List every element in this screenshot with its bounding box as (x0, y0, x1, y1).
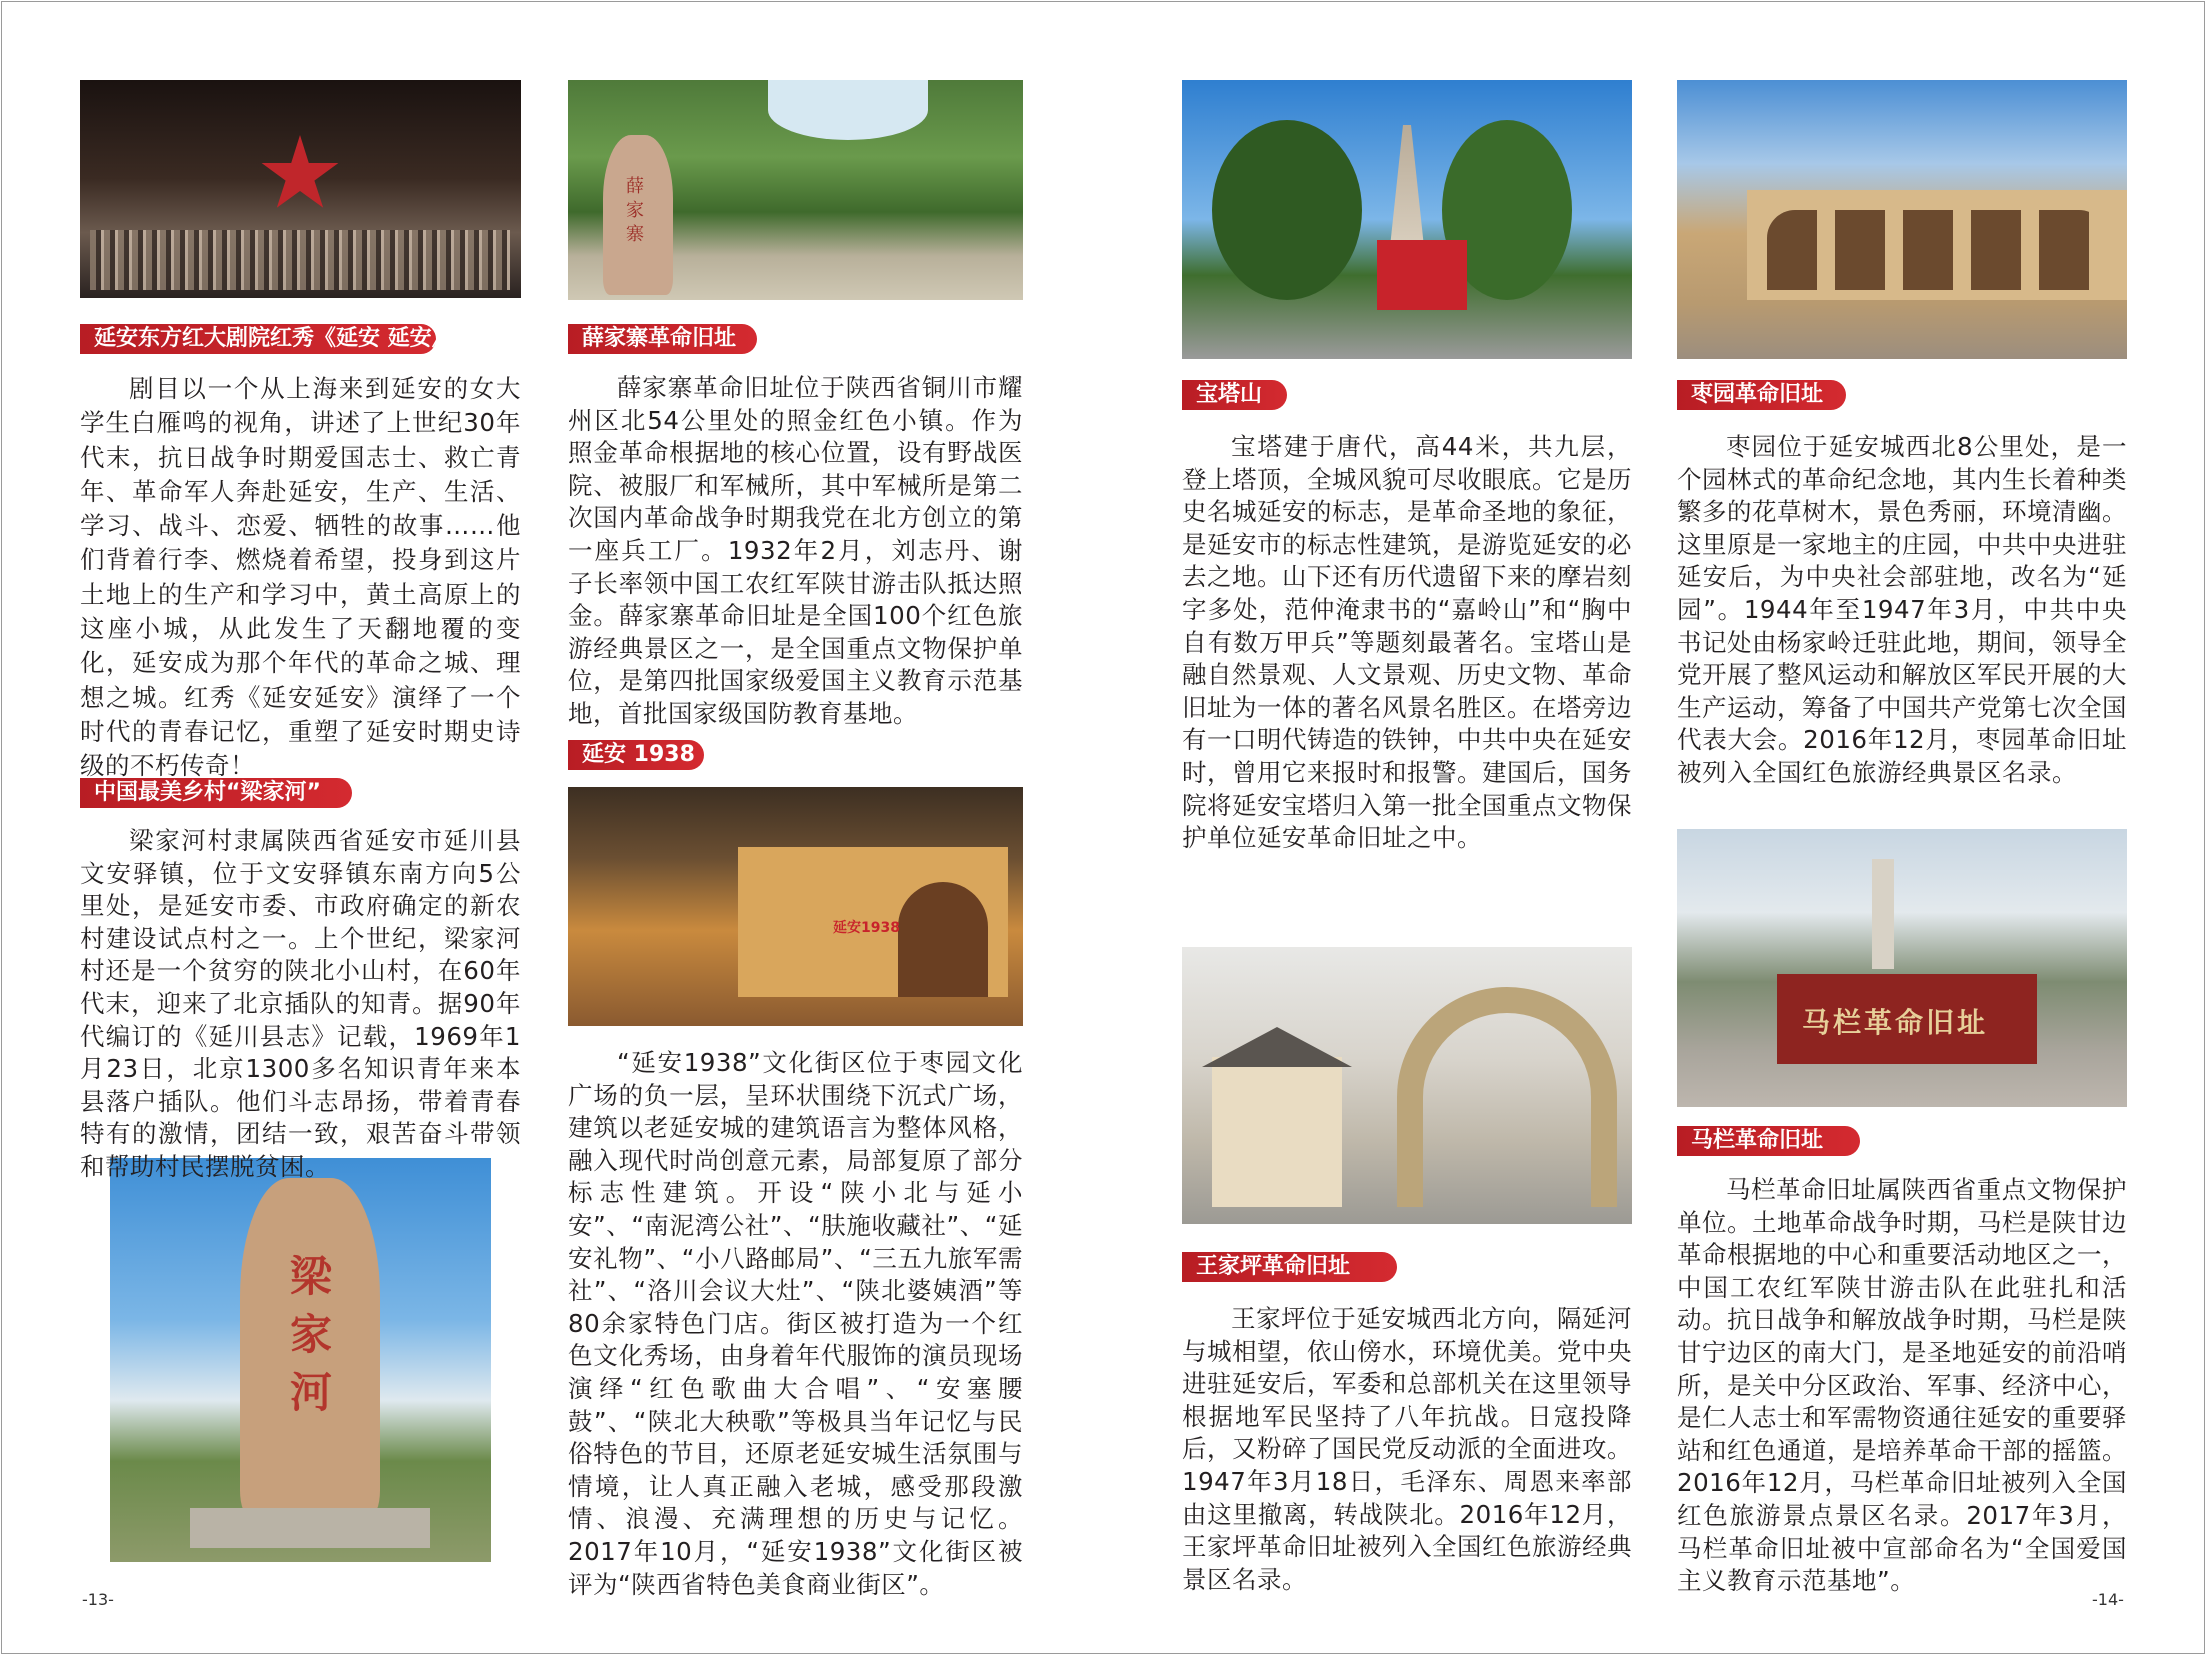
photo-malan (1677, 829, 2127, 1107)
section-body-zaoyuan: 枣园位于延安城西北8公里处，是一个园林式的革命纪念地，其内生长着种类繁多的花草树木，景色秀丽，环境清幽。这里原是一家地主的庄园，中共中央进驻延安后，为中央社会部驻地，改名为“延园”。1944年至1947年3月，中共中央书记处由杨家岭迁驻此地，期间，领导全党开展了整风运动和解放区军民开展的大生产运动，筹备了中国共产党第七次全国代表大会。2016年12月，枣园革命旧址被列入全国红色旅游经典景区名录。 (1677, 432, 2127, 787)
section-title-zaoyuan: 枣园革命旧址 (1677, 380, 1846, 410)
tablet-lettering: 马栏革命旧址 (1802, 1006, 1989, 1039)
monument-tower (1872, 859, 1894, 969)
section-title-xuejiazhai: 薛家寨革命旧址 (568, 324, 757, 354)
section-body-yanan1938: “延安1938”文化街区位于枣园文化广场的负一层，呈环状围绕下沉式广场，建筑以老延安城的建筑语言为整体风格，融入现代时尚创意元素，局部复原了部分标志性建筑。开设“陕小北与延小安”、“南泥湾公社”、“肤施收藏社”、“延安礼物”、“小八路邮局”、“三五九旅军需社”、“洛川会议大灶”、“陕北婆姨酒”等80余家特色门店。街区被打造为一个红色文化秀场，由身着年代服饰的演员现场演绎“红色歌曲大合唱”、“安塞腰鼓”、“陕北大秧歌”等极具当年记忆与民俗特色的节目，还原老延安城生活氛围与情境，让人真正融入老城，感受那段激情、浪漫、充满理想的历史与记忆。2017年10月，“延安1938”文化街区被评为“陕西省特色美食商业街区”。 (568, 1048, 1023, 1599)
red-star-icon (260, 135, 340, 215)
stone-arch (1397, 987, 1617, 1207)
section-body-xuejiazhai: 薛家寨革命旧址位于陕西省铜川市耀州区北54公里处的照金红色小镇。作为照金革命根据地的核心位置，设有野战医院、被服厂和军械所，其中军械所是第二次国内革命战争时期我党在北方创立的第一座兵工厂。1932年2月，刘志丹、谢子长率领中国工农红军陕甘游击队抵达照金。薛家寨革命旧址是全国100个红色旅游经典景区之一，是全国重点文物保护单位，是第四批国家级爱国主义教育示范基地，首批国家级国防教育基地。 (568, 373, 1023, 728)
photo-wangjiaping (1182, 947, 1632, 1224)
page-number-right: -14- (2092, 1590, 2124, 1609)
section-title-theatre: 延安东方红大剧院红秀《延安 延安》 (80, 324, 436, 354)
section-body-baota: 宝塔建于唐代，高44米，共九层，登上塔顶，全城风貌可尽收眼底。它是历史名城延安的标志，是革命圣地的象征，是延安市的标志性建筑，是游览延安的必去之地。山下还有历代遗留下来的摩岩刻字多处，范仲淹隶书的“嘉岭山”和“胸中自有数万甲兵”等题刻最著名。宝塔山是融自然景观、人文景观、历史文物、革命旧址为一体的著名风景名胜区。在塔旁边有一口明代铸造的铁钟，中共中央在延安时，曾用它来报时和报警。建国后，国务院将延安宝塔归入第一批全国重点文物保护单位延安革命旧址之中。 (1182, 432, 1632, 853)
section-body-wangjiaping: 王家坪位于延安城西北方向，隔延河与城相望，依山傍水，环境优美。党中央进驻延安后，军委和总部机关在这里领导根据地军民坚持了八年抗战。日寇投降后，又粉碎了国民党反动派的全面进攻。1947年3月18日，毛泽东、周恩来率部由这里撤离，转战陕北。2016年12月，王家坪革命旧址被列入全国红色旅游经典景区名录。 (1182, 1304, 1632, 1594)
section-title-wangjiaping: 王家坪革命旧址 (1182, 1252, 1397, 1282)
photo-xuejiazhai (568, 80, 1023, 300)
section-title-yanan1938: 延安 1938 (568, 740, 704, 770)
section-title-malan: 马栏革命旧址 (1677, 1126, 1860, 1156)
page-number-left: -13- (82, 1590, 114, 1609)
section-body-liangjiahe: 梁家河村隶属陕西省延安市延川县文安驿镇，位于文安驿镇东南方向5公里处，是延安市委、市政府确定的新农村建设试点村之一。上个世纪，梁家河村还是一个贫穷的陕北小山村，在60年代末，迎来了北京插队的知青。据90年代编订的《延川县志》记载，1969年1月23日，北京1300多名知识青年来本县落户插队。他们斗志昂扬，带着青春特有的激情，团结一致，艰苦奋斗带领和帮助村民摆脱贫困。 (80, 826, 521, 1181)
section-title-baota: 宝塔山 (1182, 380, 1287, 410)
section-body-theatre: 剧目以一个从上海来到延安的女大学生白雁鸣的视角，讲述了上世纪30年代末，抗日战争时期爱国志士、救亡青年、革命军人奔赴延安，生产、生活、学习、战斗、恋爱、牺牲的故事……他们背着行李、燃烧着希望，投身到这片土地上的生产和学习中，黄土高原上的这座小城，从此发生了天翻地覆的变化，延安成为那个年代的革命之城、理想之城。红秀《延安延安》演绎了一个时代的青春记忆，重塑了延安时期史诗级的不朽传奇！ (80, 374, 521, 781)
section-title-liangjiahe: 中国最美乡村“梁家河” (80, 778, 352, 808)
photo-zaoyuan (1677, 80, 2127, 359)
wall-lettering: 延安1938 (833, 920, 900, 936)
photo-baota (1182, 80, 1632, 359)
stone-lettering: 薛家寨 (626, 176, 644, 245)
photo-yanan-1938 (568, 787, 1023, 1026)
party-flag-sculpture (1377, 240, 1467, 310)
stone-lettering: 梁家河 (290, 1252, 333, 1417)
section-body-malan: 马栏革命旧址属陕西省重点文物保护单位。土地革命战争时期，马栏是陕甘边革命根据地的中心和重要活动地区之一，中国工农红军陕甘游击队在此驻扎和活动。抗日战争和解放战争时期，马栏是陕甘宁边区的南大门，是圣地延安的前沿哨所，是关中分区政治、军事、经济中心，是仁人志士和军需物资通往延安的重要驿站和红色通道，是培养革命干部的摇篮。2016年12月，马栏革命旧址被列入全国红色旅游景点景区名录。2017年3月，马栏革命旧址被中宣部命名为“全国爱国主义教育示范基地”。 (1677, 1175, 2127, 1596)
photo-liangjiahe (110, 1158, 491, 1562)
photo-theatre-show (80, 80, 521, 298)
